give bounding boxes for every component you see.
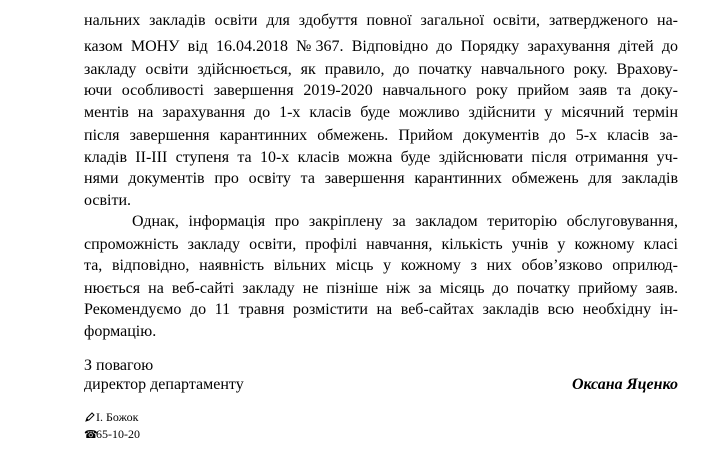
telephone-icon: ☎ <box>84 429 98 441</box>
body-line: нальних закладів освіти для здобуття повної загальної освіти, затвердженого на- <box>84 12 678 29</box>
signer-name: Оксана Яценко <box>571 376 678 393</box>
body-line: казом МОНУ від 16.04.2018 №367. Відповідно до Порядку зарахування дітей до <box>84 38 678 55</box>
body-line: нюється на веб-сайті закладу не пізніше ніж за місяць до початку прийому заяв. <box>84 280 678 297</box>
closing-phrase: З повагою <box>84 357 154 374</box>
signer-position: директор департаменту <box>84 376 244 393</box>
body-line: нями документів про освіту та завершення карантинних обмежень для закладів <box>84 170 678 187</box>
pencil-icon <box>84 411 96 425</box>
body-line: спроможність закладу освіти, профілі навчання, кількість учнів у кожному класі <box>84 236 678 253</box>
executor-line <box>84 410 138 425</box>
body-line: ментів на зарахування до 1-х класів буде можливо здійснити у місячний термін <box>84 104 678 121</box>
body-line: та, відповідно, наявність вільних місць у кожному з них обов’язково оприлюд- <box>84 257 678 274</box>
executor-name: І. Божок <box>96 410 139 424</box>
body-line: після завершення карантинних обмежень. Прийом документів до 5-х класів за- <box>84 127 678 144</box>
executor-phone: 65-10-20 <box>96 427 140 441</box>
phone-line <box>84 427 140 442</box>
body-line: ючи особливості завершення 2019-2020 навчального року прийом заяв та доку- <box>84 82 678 99</box>
body-line: освіти. <box>84 192 132 209</box>
body-line: кладів ІІ-ІІІ ступеня та 10-х класів можна буде здійснювати після отримання уч- <box>84 149 678 166</box>
body-line: закладу освіти здійснюється, як правило, до початку навчального року. Врахову- <box>84 61 678 78</box>
body-line: формацію. <box>84 323 157 340</box>
body-line: Однак, інформація про закріплену за закладом територію обслуговування, <box>132 213 678 230</box>
body-line: Рекомендуємо до 11 травня розмістити на веб-сайтах закладів всю необхідну ін- <box>84 301 678 318</box>
